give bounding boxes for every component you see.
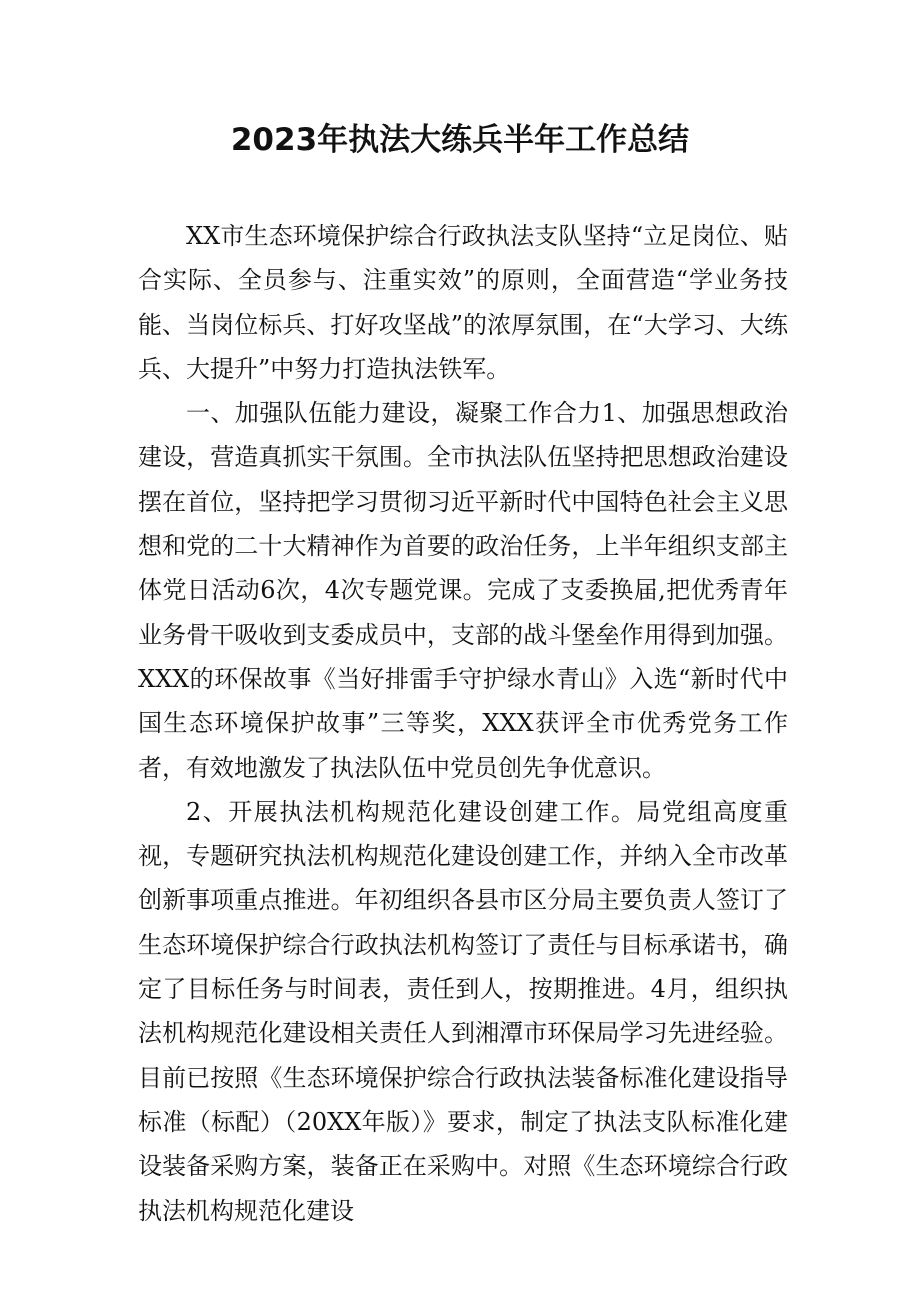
paragraph-section-1: 一、加强队伍能力建设，凝聚工作合力1、加强思想政治建设，营造真抓实干氛围。全市执法队伍坚持把思想政治建设摆在首位，坚持把学习贯彻习近平新时代中国特色社会主义思想和党的二十大精神作为首要的政治任务，上半年组织支部主体党日活动6次，4次专题党课。完成了支委换届,把优秀青年业务骨干吸收到支委成员中，支部的战斗堡垒作用得到加强。XXX的环保故事《当好排雷手守护绿水青山》入选“新时代中国生态环境保护故事”三等奖，XXX获评全市优秀党务工作者，有效地激发了执法队伍中党员创先争优意识。 — [138, 399, 788, 782]
paragraph-section-2: 2、开展执法机构规范化建设创建工作。局党组高度重视，专题研究执法机构规范化建设创建工作，并纳入全市改革创新事项重点推进。年初组织各县市区分局主要负责人签订了生态环境保护综合行政执法机构签订了责任与目标承诺书，确定了目标任务与时间表，责任到人，按期推进。4月，组织执法机构规范化建设相关责任人到湘潭市环保局学习先进经验。目前已按照《生态环境保护综合行政执法装备标准化建设指导标准（标配）（20XX年版）》要求，制定了执法支队标准化建设装备采购方案，装备正在采购中。对照《生态环境综合行政执法机构规范化建设 — [138, 797, 788, 1225]
document-title: 2023年执法大练兵半年工作总结 — [230, 122, 690, 158]
paragraph-intro: XX市生态环境保护综合行政执法支队坚持“立足岗位、贴合实际、全员参与、注重实效”的原则，全面营造“学业务技能、当岗位标兵、打好攻坚战”的浓厚氛围，在“大学习、大练兵、大提升”中努力打造执法铁军。 — [138, 222, 788, 383]
document-body — [138, 214, 788, 1233]
